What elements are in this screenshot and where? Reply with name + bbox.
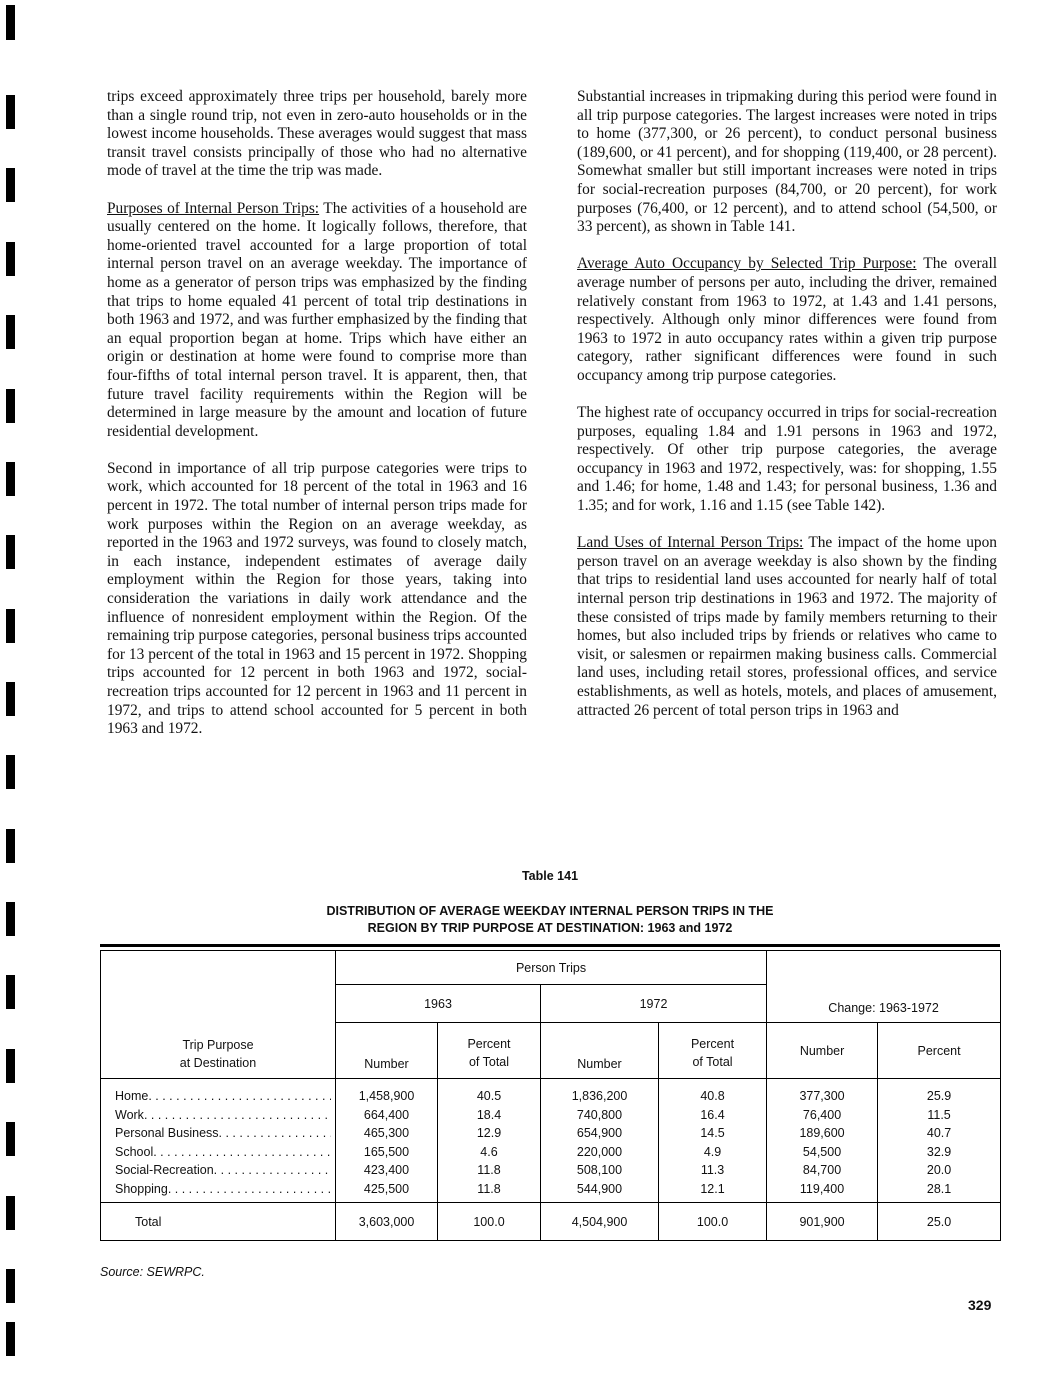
number-1963-column (336, 1079, 438, 1203)
cell: 16.4 (700, 1107, 725, 1122)
cell: 100.0 (659, 1203, 767, 1241)
header-trip-purpose (101, 951, 336, 1079)
registration-mark (6, 462, 15, 496)
leader-dots (144, 1106, 331, 1125)
registration-mark (6, 315, 15, 349)
section-heading: Land Uses of Internal Person Trips: (577, 534, 804, 552)
header-number: Number (767, 1023, 878, 1079)
leader-dots (168, 1180, 331, 1199)
header-text: Percent (467, 1037, 511, 1051)
registration-mark (6, 1269, 15, 1303)
cell: 12.9 (476, 1126, 502, 1140)
paragraph-body: The overall average number of persons per auto, including the driver, remained relatively constant from 1963 to 1972, at 1.43 and 1.41 persons, respectively. Although only minor differences were found from 1963 to 1972 in auto occupancy rates within a given trip purpose category, rather significant differences were found in such occupancy among trip purpose categories. (577, 255, 997, 384)
source-note: Source: SEWRPC. (100, 1265, 205, 1279)
number-1972-column (541, 1079, 659, 1203)
cell: 40.7 (926, 1126, 952, 1140)
purpose-column (101, 1079, 336, 1203)
cell: 40.8 (700, 1089, 725, 1103)
header-change: Change: 1963-1972 (767, 951, 1001, 1023)
cell: 740,800 (576, 1107, 623, 1122)
row-label: Social-Recreation (115, 1163, 214, 1177)
cell: 12.1 (700, 1181, 725, 1196)
header-text: Percent (690, 1037, 735, 1051)
header-number: Number (541, 1023, 659, 1079)
cell: Total (101, 1203, 336, 1241)
header-text: of Total (692, 1055, 733, 1069)
paragraph: The highest rate of occupancy occurred in trips for social-recreation purposes, equaling 1.84 and 1.91 persons in 1963 and 1972, respectively. Of other trip purpose categories, the average occupancy in 1963 and 1972, respectively, was: for shopping, 1.55 and 1.46; for home, 1.48 and 1.43; for personal business, 1.36 and 1.35; and for work, 1.16 and 1.15 (see Table 142). (577, 404, 997, 515)
registration-mark (6, 609, 15, 643)
table-row (115, 1161, 331, 1180)
cell: 84,700 (802, 1163, 842, 1177)
cell: 1,836,200 (571, 1089, 628, 1103)
paragraph (577, 255, 997, 385)
header-1963: 1963 (336, 985, 541, 1023)
cell: 377,300 (799, 1089, 845, 1103)
header-person-trips: Person Trips (336, 951, 767, 985)
cell: 3,603,000 (336, 1203, 438, 1241)
header-number: Number (336, 1023, 438, 1079)
registration-mark (6, 95, 15, 129)
header-text: of Total (468, 1055, 510, 1069)
cell: 4,504,900 (541, 1203, 659, 1241)
cell: 20.0 (926, 1163, 952, 1177)
right-text-column (577, 88, 997, 739)
table-top-rule (100, 944, 1000, 947)
cell: 1,458,900 (358, 1089, 415, 1103)
leader-dots (148, 1087, 331, 1106)
cell: 25.0 (878, 1203, 1001, 1241)
table-body (101, 1079, 1001, 1203)
cell: 18.4 (476, 1107, 502, 1122)
header-1972: 1972 (541, 985, 767, 1023)
row-label: Home (115, 1089, 149, 1103)
registration-mark (6, 902, 15, 936)
cell: 664,400 (363, 1107, 410, 1122)
cell: 54,500 (802, 1144, 842, 1159)
header-text: at Destination (179, 1056, 257, 1070)
leader-dots (153, 1143, 331, 1162)
section-heading: Purposes of Internal Person Trips: (107, 199, 320, 217)
leader-dots (219, 1124, 331, 1143)
registration-mark (6, 755, 15, 789)
percent-1972-column (659, 1079, 767, 1203)
table-row (115, 1087, 331, 1106)
registration-mark (6, 1196, 15, 1230)
cell: 14.5 (700, 1126, 725, 1140)
cell: 11.8 (477, 1181, 501, 1196)
registration-mark (6, 1322, 15, 1356)
cell: 32.9 (926, 1144, 952, 1159)
header-text: Trip Purpose (182, 1038, 254, 1052)
registration-mark (6, 1049, 15, 1083)
row-label: School (115, 1144, 154, 1159)
paragraph: Second in importance of all trip purpose categories were trips to work, which accounted for 18 percent of the total in 1963 and 16 percent in 1972. The total number of internal person trips made for work purposes within the Region on an average weekday, as reported in the 1963 and 1972 surveys, was found to closely match, in each instance, independent estimates of average daily employment within the Region for those years, taking into consideration the variations in daily work attendance and the influence of nonresident employment within the Region. Of the remaining trip purpose categories, personal business trips accounted for 13 percent of the total in 1963 and 15 percent in 1972. Shopping trips accounted for 12 percent in both 1963 and 1972, social-recreation trips accounted for 12 percent in 1963 and 11 percent in 1972, and trips to attend school accounted for 5 percent in both 1963 and 1972. (107, 459, 527, 738)
cell: 220,000 (576, 1144, 623, 1159)
cell: 425,500 (363, 1181, 410, 1196)
table-row (115, 1106, 331, 1125)
registration-mark (6, 975, 15, 1009)
cell: 465,300 (363, 1126, 410, 1140)
table-row (115, 1180, 331, 1199)
change-percent-column (878, 1079, 1001, 1203)
registration-mark (6, 535, 15, 569)
cell: 40.5 (476, 1089, 502, 1103)
registration-mark (6, 5, 15, 40)
section-heading: Average Auto Occupancy by Selected Trip Purpose: (577, 255, 917, 273)
cell: 189,600 (799, 1126, 845, 1140)
table-title (100, 903, 1000, 937)
cell: 508,100 (576, 1163, 623, 1177)
cell: 11.8 (477, 1163, 501, 1177)
paragraph-body: The activities of a household are usually centered on the home. It logically follows, therefore, that home-oriented travel accounted for a large proportion of total internal person travel on an average weekday. The importance of home as a generator of person trips was emphasized by the finding that trips to home equaled 41 percent of total trip destinations in both 1963 and 1972, and was further emphasized by the finding that an equal proportion began at home. Trips which have either an origin or destination at home were found to comprise more than four-fifths of total internal person travel. It is apparent, then, that future travel facility requirements within the Region will be determined in large measure by the amount and location of future residential development. (107, 199, 527, 440)
page-number: 329 (968, 1297, 992, 1313)
registration-mark (6, 1122, 15, 1156)
left-text-column (107, 88, 527, 757)
cell: 544,900 (576, 1181, 623, 1196)
registration-mark (6, 242, 15, 276)
paragraph (107, 200, 527, 442)
cell: 100.0 (438, 1203, 541, 1241)
cell: 11.5 (927, 1107, 951, 1122)
header-percent-of-total (438, 1023, 541, 1079)
leader-dots (214, 1161, 331, 1180)
data-table (100, 950, 1001, 1241)
paragraph: Substantial increases in tripmaking during this period were found in all trip purpose categories. The largest increases were noted in trips to home (377,300, or 26 percent), to conduct personal business (189,600, or 41 percent), and for shopping (119,400, or 28 percent). Somewhat smaller but still important increases were noted in trips for social-recreation purposes (84,700, or 20 percent), for work purposes (76,400, or 12 percent), and to attend school (54,500, or 33 percent), as shown in Table 141. (577, 88, 997, 236)
percent-1963-column (438, 1079, 541, 1203)
registration-marks (6, 0, 16, 1379)
cell: 76,400 (802, 1107, 842, 1122)
total-row (101, 1203, 1001, 1241)
paragraph-body: The impact of the home upon person travel on an average weekday is also shown by the finding that trips to residential land uses accounted for nearly half of total internal person trip destinations in 1963 and 1972. The majority of these consisted of trips made by family members returning to their homes, but also included trips by friends or relatives who came to visit, or salesmen or repairmen making business calls. Commercial land uses, including retail stores, professional offices, and service establishments, as well as hotels, motels, and places of amusement, attracted 26 percent of total person trips in 1963 and (577, 534, 997, 719)
cell: 901,900 (767, 1203, 878, 1241)
registration-mark (6, 682, 15, 716)
row-label: Shopping (115, 1181, 168, 1196)
paragraph: trips exceed approximately three trips per household, barely more than a single round trip, not even in zero-auto households or in the lowest income households. These averages would suggest that mass transit travel consists principally of those who had no alternative mode of travel at the time the trip was made. (107, 88, 527, 180)
table-row (115, 1143, 331, 1162)
paragraph (577, 534, 997, 720)
cell: 11.3 (700, 1163, 725, 1177)
cell: 4.6 (480, 1144, 498, 1159)
cell: 423,400 (363, 1163, 410, 1177)
table-141 (100, 869, 1000, 1241)
header-percent: Percent (878, 1023, 1001, 1079)
registration-mark (6, 389, 15, 423)
cell: 4.9 (703, 1144, 722, 1159)
cell: 28.1 (926, 1181, 952, 1196)
cell: 654,900 (576, 1126, 623, 1140)
registration-mark (6, 829, 15, 863)
cell: 165,500 (363, 1144, 410, 1159)
row-label: Work (115, 1107, 144, 1122)
table-row (115, 1124, 331, 1143)
change-number-column (767, 1079, 878, 1203)
cell: 119,400 (799, 1181, 845, 1196)
table-title-line: DISTRIBUTION OF AVERAGE WEEKDAY INTERNAL PERSON TRIPS IN THE (326, 904, 774, 918)
table-label: Table 141 (521, 869, 579, 883)
row-label: Personal Business (115, 1126, 219, 1140)
cell: 25.9 (926, 1089, 952, 1103)
header-percent-of-total (659, 1023, 767, 1079)
registration-mark (6, 168, 15, 202)
table-title-line: REGION BY TRIP PURPOSE AT DESTINATION: 1963 and 1972 (367, 921, 733, 935)
